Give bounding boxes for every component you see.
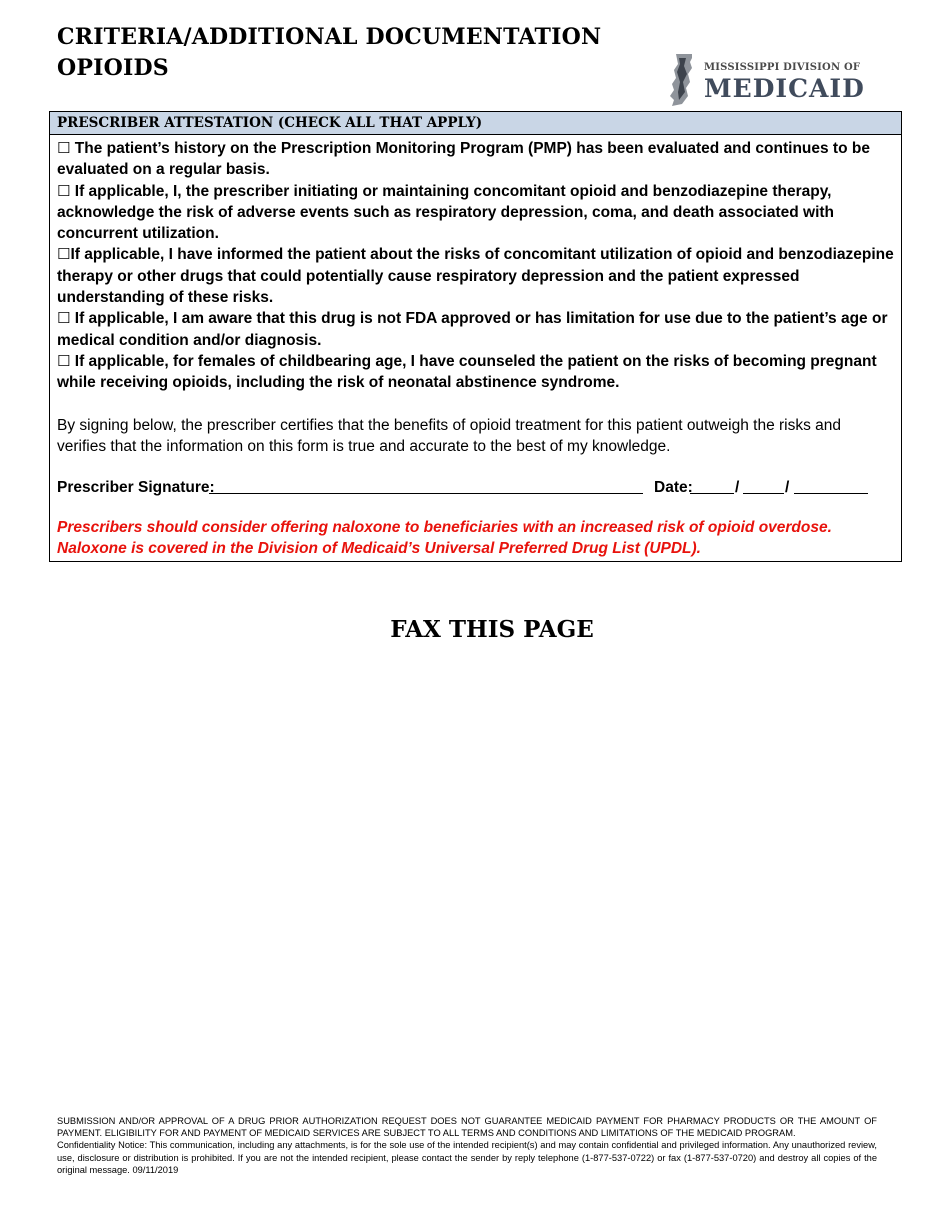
attestation-item-text: The patient’s history on the Prescription Monitoring Program (PMP) has been evaluated and continues to be evaluated on a regular basis. — [57, 140, 870, 179]
checkbox[interactable]: ☐ — [57, 245, 71, 264]
attestation-item — [57, 351, 894, 394]
date-month-field[interactable] — [690, 493, 734, 494]
date-year-field[interactable] — [794, 493, 868, 494]
title-line-1: CRITERIA/ADDITIONAL DOCUMENTATION — [57, 24, 602, 50]
naloxone-notice: Prescribers should consider offering naloxone to beneficiaries with an increased risk of opioid overdose. Naloxone is covered in the Division of Medicaid’s Universal Preferred Drug List (UPDL). — [57, 519, 832, 558]
checkbox[interactable]: ☐ — [57, 351, 71, 370]
signature-row — [57, 477, 894, 498]
medicaid-logo — [662, 52, 865, 108]
confidentiality-notice: Confidentiality Notice: This communication, including any attachments, is for the sole use of the intended recipient(s) and may contain confidential and privileged information. Any unauthorized review, use, disclosure or distribution is prohibited. If you are not the intended recipient, please contact the sender by reply telephone (1-877-537-0722) or fax (1-877-537-0720) and destroy all copies of the original message. 09/11/2019 — [57, 1140, 877, 1175]
payment-disclaimer: SUBMISSION AND/OR APPROVAL OF A DRUG PRIOR AUTHORIZATION REQUEST DOES NOT GUARANTEE MEDICAID PAYMENT FOR PHARMACY PRODUCTS OR THE AMOUNT OF PAYMENT. ELIGIBILITY FOR AND PAYMENT OF MEDICAID SERVICES ARE SUBJECT TO ALL TERMS AND CONDITIONS AND LIMITATIONS OF THE MEDICAID PROGRAM. — [57, 1116, 877, 1139]
title-line-2: OPIOIDS — [57, 55, 169, 81]
date-separator: / — [735, 479, 740, 497]
prescriber-attestation-section — [49, 111, 902, 562]
document-title — [57, 22, 601, 84]
date-separator: / — [785, 479, 790, 497]
attestation-item — [57, 181, 894, 245]
footer-disclaimer — [57, 1115, 877, 1176]
attestation-item-text: If applicable, I have informed the patient about the risks of concomitant utilization of opioid and benzodiazepine therapy or other drugs that could potentially cause respiratory depression and the patient expressed understanding of these risks. — [57, 246, 894, 307]
checkbox[interactable]: ☐ — [57, 139, 71, 157]
mississippi-state-icon — [666, 52, 698, 108]
certification-statement: By signing below, the prescriber certifies that the benefits of opioid treatment for this patient outweigh the risks and verifies that the information on this form is true and accurate to the best of my knowledge. — [57, 416, 842, 455]
attestation-item-text: If applicable, for females of childbearing age, I have counseled the patient on the risks of becoming pregnant while receiving opioids, including the risk of neonatal abstinence syndrome. — [57, 352, 877, 392]
logo-wordmark: MEDICAID — [704, 74, 865, 103]
attestation-item — [57, 308, 894, 351]
signature-label: Prescriber Signature: — [57, 479, 215, 497]
attestation-item-text: If applicable, I, the prescriber initiating or maintaining concomitant opioid and benzodiazepine therapy, acknowledge the risk of adverse events such as respiratory depression, coma, and death associated with concurrent utilization. — [57, 182, 835, 243]
attestation-heading: PRESCRIBER ATTESTATION (CHECK ALL THAT APPLY) — [50, 112, 901, 135]
attestation-item-text: If applicable, I am aware that this drug is not FDA approved or has limitation for use due to the patient’s age or medical condition and/or diagnosis. — [57, 310, 888, 349]
date-label: Date: — [654, 479, 693, 497]
logo-subtitle: MISSISSIPPI DIVISION OF — [704, 62, 861, 73]
checkbox[interactable]: ☐ — [57, 309, 71, 328]
date-day-field[interactable] — [743, 493, 784, 494]
signature-field[interactable] — [209, 493, 643, 494]
attestation-item — [57, 244, 894, 308]
fax-instruction: FAX THIS PAGE — [390, 616, 594, 643]
checkbox[interactable]: ☐ — [57, 181, 71, 200]
attestation-item — [57, 138, 894, 181]
